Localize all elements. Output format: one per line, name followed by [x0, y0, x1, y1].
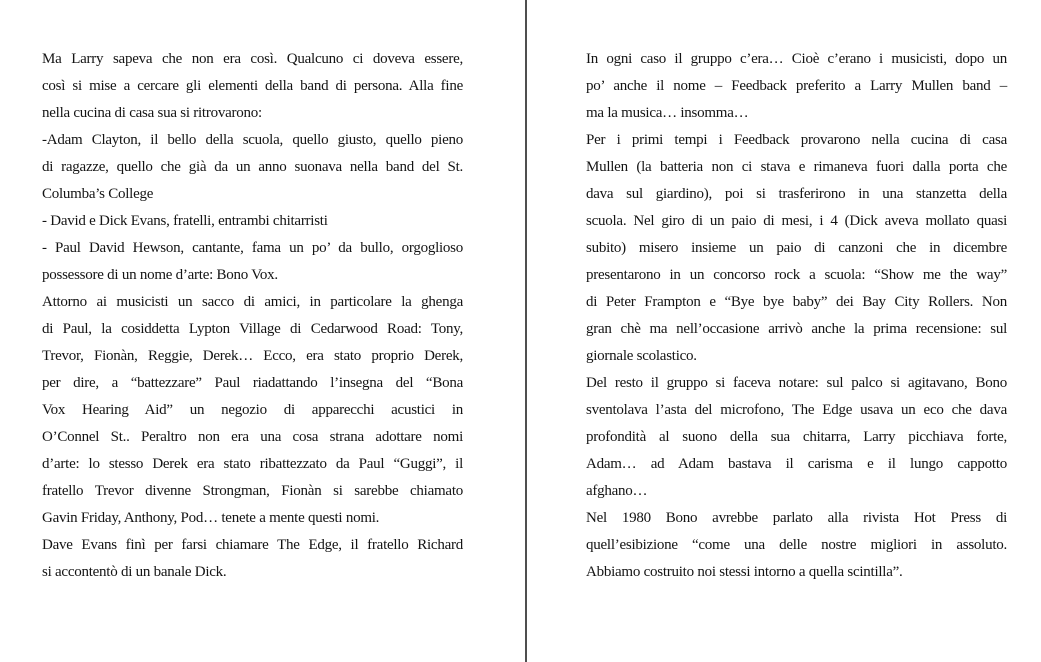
text-line: Trevor, Fionàn, Reggie, Derek… Ecco, era stato proprio Derek,	[42, 348, 463, 364]
text-line: Nel 1980 Bono avrebbe parlato alla rivista Hot Press di	[586, 510, 1007, 526]
text-line: subito) misero insieme un paio di canzoni che in dicembre	[586, 240, 1007, 256]
text-line: possessore di un nome d’arte: Bono Vox.	[42, 267, 278, 283]
text-line: Per i primi tempi i Feedback provarono nella cucina di casa	[586, 132, 1007, 148]
text-line: O’Connel St.. Peraltro non era una cosa strana adottare nomi	[42, 429, 463, 445]
text-line: - Paul David Hewson, cantante, fama un po’ da bullo, orgoglioso	[42, 240, 463, 256]
page-divider	[525, 0, 527, 662]
paragraph	[42, 208, 463, 235]
paragraph	[586, 370, 1007, 505]
text-line: d’arte: lo stesso Derek era stato ribattezzato da Paul “Guggi”, il	[42, 456, 463, 472]
text-line: di ragazze, quello che già da un anno suonava nella band del St.	[42, 159, 463, 175]
paragraph	[42, 127, 463, 208]
text-line: Vox Hearing Aid” un negozio di apparecchi acustici in	[42, 402, 463, 418]
paragraph	[586, 46, 1007, 127]
text-line: afghano…	[586, 483, 648, 499]
text-line: scuola. Nel giro di un paio di mesi, i 4 (Dick aveva mollato quasi	[586, 213, 1007, 229]
text-line: gran chè ma nell’occasione arrivò anche la prima recensione: sul	[586, 321, 1007, 337]
text-line: di Peter Frampton e “Bye bye baby” dei Bay City Rollers. Non	[586, 294, 1007, 310]
paragraph	[42, 46, 463, 127]
text-line: Attorno ai musicisti un sacco di amici, in particolare la ghenga	[42, 294, 463, 310]
text-line: Ma Larry sapeva che non era così. Qualcuno ci doveva essere,	[42, 51, 463, 67]
text-line: Mullen (la batteria non ci stava e rimaneva fuori dalla porta che	[586, 159, 1007, 175]
left-page	[42, 0, 463, 586]
text-line: sventolava l’asta del microfono, The Edge usava un eco che dava	[586, 402, 1007, 418]
text-line: giornale scolastico.	[586, 348, 697, 364]
text-line: si accontentò di un banale Dick.	[42, 564, 227, 580]
text-line: Columba’s College	[42, 186, 154, 202]
text-line: nella cucina di casa sua si ritrovarono:	[42, 105, 262, 121]
text-line: Abbiamo costruito noi stessi intorno a quella scintilla”.	[586, 564, 903, 580]
right-page	[586, 0, 1007, 586]
text-line: ma la musica… insomma…	[586, 105, 749, 121]
paragraph	[586, 127, 1007, 370]
text-line: presentarono in un concorso rock a scuola: “Show me the way”	[586, 267, 1007, 283]
paragraph	[42, 235, 463, 289]
text-line: -Adam Clayton, il bello della scuola, quello giusto, quello pieno	[42, 132, 463, 148]
paragraph	[42, 532, 463, 586]
text-line: In ogni caso il gruppo c’era… Cioè c’erano i musicisti, dopo un	[586, 51, 1007, 67]
text-line: quell’esibizione “come una delle nostre migliori in assoluto.	[586, 537, 1007, 553]
text-line: - David e Dick Evans, fratelli, entrambi chitarristi	[42, 213, 328, 229]
text-line: Dave Evans finì per farsi chiamare The Edge, il fratello Richard	[42, 537, 463, 553]
text-line: per dire, a “battezzare” Paul riadattando l’insegna del “Bona	[42, 375, 463, 391]
text-line: fratello Trevor divenne Strongman, Fionàn si sarebbe chiamato	[42, 483, 463, 499]
paragraph	[586, 505, 1007, 586]
text-line: po’ anche il nome – Feedback preferito a Larry Mullen band –	[586, 78, 1007, 94]
text-line: Adam… ad Adam bastava il carisma e il lungo cappotto	[586, 456, 1007, 472]
text-line: Del resto il gruppo si faceva notare: sul palco si agitavano, Bono	[586, 375, 1007, 391]
text-line: profondità al suono della sua chitarra, Larry picchiava forte,	[586, 429, 1007, 445]
text-line: dava sul giardino), poi si trasferirono in una stanzetta della	[586, 186, 1007, 202]
paragraph	[42, 289, 463, 532]
text-line: così si mise a cercare gli elementi della band di persona. Alla fine	[42, 78, 463, 94]
text-line: di Paul, la cosiddetta Lypton Village di Cedarwood Road: Tony,	[42, 321, 463, 337]
text-line: Gavin Friday, Anthony, Pod… tenete a mente questi nomi.	[42, 510, 380, 526]
